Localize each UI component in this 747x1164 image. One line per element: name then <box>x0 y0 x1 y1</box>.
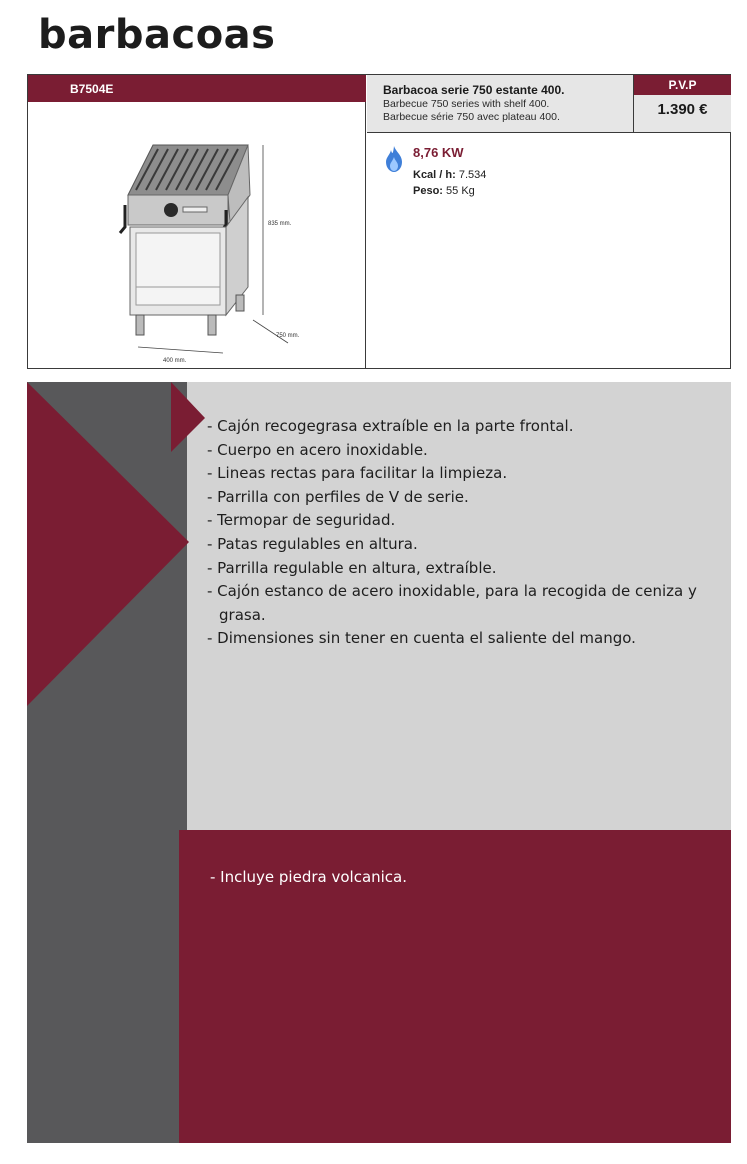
feature-list <box>207 415 727 651</box>
product-card <box>27 74 731 369</box>
weight-value: 55 Kg <box>446 185 475 197</box>
dim-height: 835 mm. <box>268 221 292 227</box>
weight-label: Peso: <box>413 185 443 197</box>
feature-item: - Patas regulables en altura. <box>207 534 418 553</box>
kcal-value: 7.534 <box>458 169 487 181</box>
includes-panel <box>27 830 731 1143</box>
gas-flame-icon <box>383 145 405 173</box>
weight-line <box>413 185 475 197</box>
feature-item: - Parrilla con perfiles de V de serie. <box>207 487 469 506</box>
feature-item: - Termopar de seguridad. <box>207 511 396 530</box>
price-box <box>633 75 731 133</box>
price: 1.390 € <box>657 101 708 118</box>
product-code: B7504E <box>28 75 366 102</box>
includes-gray-band <box>27 830 179 1143</box>
product-image-column <box>28 75 366 368</box>
feature-item: - Lineas rectas para facilitar la limpieza. <box>207 464 508 483</box>
product-description <box>367 75 633 133</box>
page-title: barbacoas <box>38 12 276 58</box>
feature-item: - Cuerpo en acero inoxidable. <box>207 440 428 459</box>
features-panel <box>27 382 731 830</box>
description-es: Barbacoa serie 750 estante 400. <box>383 83 565 97</box>
feature-item: - Cajón estanco de acero inoxidable, para la recogida de ceniza y grasa. <box>207 582 697 624</box>
feature-item: - Cajón recogegrasa extraíble en la parte frontal. <box>207 417 574 435</box>
power-value: 8,76 KW <box>413 145 464 160</box>
dim-depth: 750 mm. <box>276 333 300 339</box>
description-en: Barbecue 750 series with shelf 400. <box>383 98 550 110</box>
kcal-label: Kcal / h: <box>413 169 456 181</box>
description-fr: Barbecue série 750 avec plateau 400. <box>383 111 560 123</box>
product-image <box>78 115 328 365</box>
kcal-line <box>413 169 486 181</box>
feature-item: - Parrilla regulable en altura, extraíble. <box>207 558 497 577</box>
include-item: - Incluye piedra volcanica. <box>210 868 408 886</box>
dim-width: 400 mm. <box>163 358 187 364</box>
feature-item: - Dimensiones sin tener en cuenta el saliente del mango. <box>207 629 636 648</box>
pvp-label: P.V.P <box>634 75 731 95</box>
